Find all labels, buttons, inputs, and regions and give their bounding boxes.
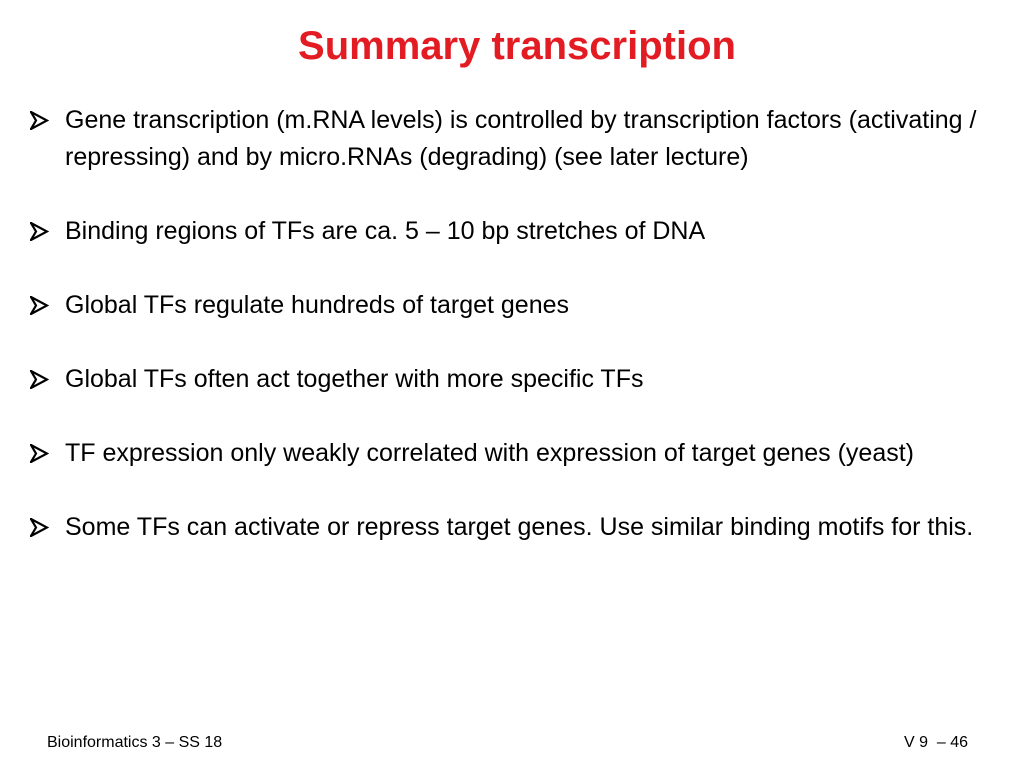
bullet-text: TF expression only weakly correlated with expression of target genes (yeast) (65, 439, 914, 467)
slide-title: Summary transcription (298, 24, 736, 68)
arrow-bullet-icon (30, 287, 52, 324)
footer-page-number: V 9 – 46 (903, 734, 968, 751)
bullet-text: Gene transcription (m.RNA levels) is controlled by transcription factors (activating / repressing) and by micro.RNAs (degrading) (see later lecture) (65, 106, 977, 171)
bullet-item (30, 509, 1010, 546)
arrow-bullet-icon (30, 435, 52, 472)
bullet-item (30, 287, 1010, 324)
arrow-bullet-icon (30, 213, 52, 250)
bullet-item (30, 102, 1010, 176)
arrow-bullet-icon (30, 102, 52, 139)
bullet-text: Binding regions of TFs are ca. 5 – 10 bp stretches of DNA (65, 217, 706, 245)
bullet-list (30, 102, 1010, 546)
bullet-item (30, 435, 1010, 472)
bullet-text: Some TFs can activate or repress target genes. Use similar binding motifs for this. (65, 513, 974, 541)
footer-course: Bioinformatics 3 – SS 18 (47, 734, 223, 751)
bullet-item (30, 361, 1010, 398)
bullet-item (30, 213, 1010, 250)
arrow-bullet-icon (30, 509, 52, 546)
bullet-text: Global TFs regulate hundreds of target genes (65, 291, 570, 319)
bullet-text: Global TFs often act together with more specific TFs (65, 365, 644, 393)
arrow-bullet-icon (30, 361, 52, 398)
